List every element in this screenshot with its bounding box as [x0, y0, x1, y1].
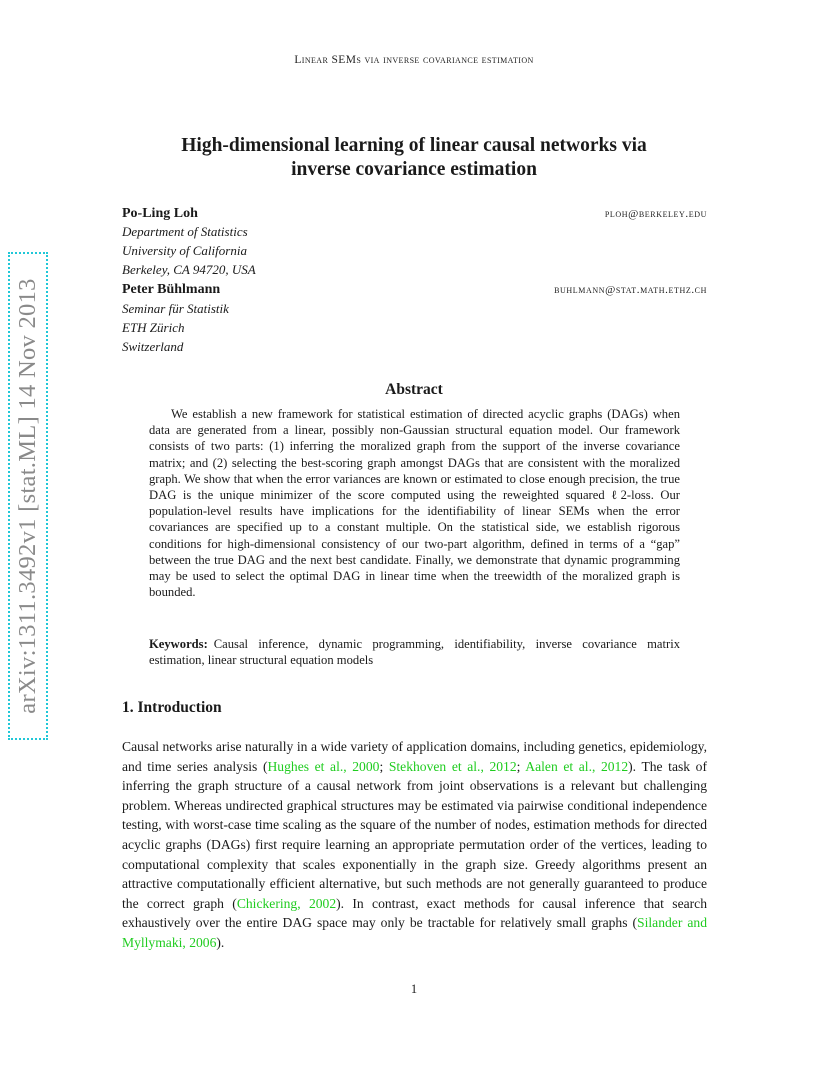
intro-text: ).: [216, 934, 225, 950]
arxiv-identifier: arXiv:1311.3492v1 [stat.ML] 14 Nov 2013: [14, 278, 41, 714]
arxiv-stamp: [8, 252, 48, 740]
citation-link[interactable]: Silander and Myllymaki, 2006: [122, 915, 708, 950]
affiliation-line: Seminar für Statistik: [122, 301, 229, 316]
affiliation-line: University of California: [122, 243, 247, 258]
affiliation-line: Berkeley, CA 94720, USA: [122, 262, 256, 277]
title-line-2: inverse covariance estimation: [291, 159, 537, 180]
abstract-heading: Abstract: [385, 381, 443, 398]
intro-text: ). The task of inferring the graph structure of a causal network from joint observations is a relevant but challenging problem. Whereas undirected graphical structures may be estimated via pairwise conditional independence testing, with worst-case time scaling as the square of the number of nodes, estimation methods for directed acyclic graphs (DAGs) first require learning an appropriate permutation order of the vertices, leading to computational complexity that scales exponentially in the graph size. Greedy algorithms present an attractive computationally efficient alternative, but such methods are not generally guaranteed to produce the correct graph (: [122, 758, 707, 911]
keywords-label: Keywords:: [149, 637, 208, 651]
introduction-paragraph: [122, 737, 707, 953]
keywords-text: Causal inference, dynamic programming, identifiability, inverse covariance matrix estimation, linear structural equation models: [149, 637, 680, 668]
citation-link[interactable]: Hughes et al., 2000: [267, 758, 380, 774]
title-line-1: High-dimensional learning of linear causal networks via: [181, 135, 647, 156]
running-head: Linear SEMs via inverse covariance estimation: [294, 54, 534, 66]
author-name-2: Peter Bühlmann: [122, 282, 221, 297]
keywords: [149, 636, 680, 668]
intro-text: ). In contrast, exact methods for causal inference that search exhaustively over the entire DAG space may only be tractable for relatively small graphs (: [122, 895, 707, 931]
intro-text: Causal networks arise naturally in a wide variety of application domains, including genetics, epidemiology, and time series analysis (: [122, 739, 707, 774]
paper-title: [0, 134, 828, 182]
citation-link[interactable]: Aalen et al., 2012: [525, 758, 629, 774]
page-number: 1: [410, 982, 418, 996]
citation-link[interactable]: Stekhoven et al., 2012: [388, 758, 517, 774]
author-email-2[interactable]: buhlmann@stat.math.ethz.ch: [554, 284, 707, 296]
section-heading-introduction: 1. Introduction: [122, 699, 222, 716]
abstract-body: We establish a new framework for statistical estimation of directed acyclic graphs (DAGs) when data are generated from a linear, possibly non-Gaussian structural equation model. Our framework consists of two parts: (1) inferring the moralized graph from the support of the inverse covariance matrix; and (2) selecting the best-scoring graph amongst DAGs that are consistent with the moralized graph. We show that when the error variances are known or estimated to close enough precision, the true DAG is the unique minimizer of the score computed using the reweighted squared ℓ2-loss. Our population-level results have implications for the identifiability of linear SEMs when the error covariances are specified up to a constant multiple. On the statistical side, we establish rigorous conditions for high-dimensional consistency of our two-part algorithm, defined in terms of a “gap” between the true DAG and the next best candidate. Finally, we demonstrate that dynamic programming may be used to select the optimal DAG in linear time when the treewidth of the moralized graph is bounded.: [149, 407, 680, 600]
author-affiliation-1: [122, 222, 256, 279]
intro-text: ;: [379, 758, 389, 774]
affiliation-line: Switzerland: [122, 339, 184, 354]
author-name-1: Po-Ling Loh: [122, 206, 198, 221]
affiliation-line: Department of Statistics: [122, 224, 248, 239]
intro-text: ;: [516, 758, 526, 774]
author-affiliation-2: [122, 299, 229, 356]
affiliation-line: ETH Zürich: [122, 320, 185, 335]
citation-link[interactable]: Chickering, 2002: [236, 895, 337, 911]
author-email-1[interactable]: ploh@berkeley.edu: [604, 208, 707, 220]
